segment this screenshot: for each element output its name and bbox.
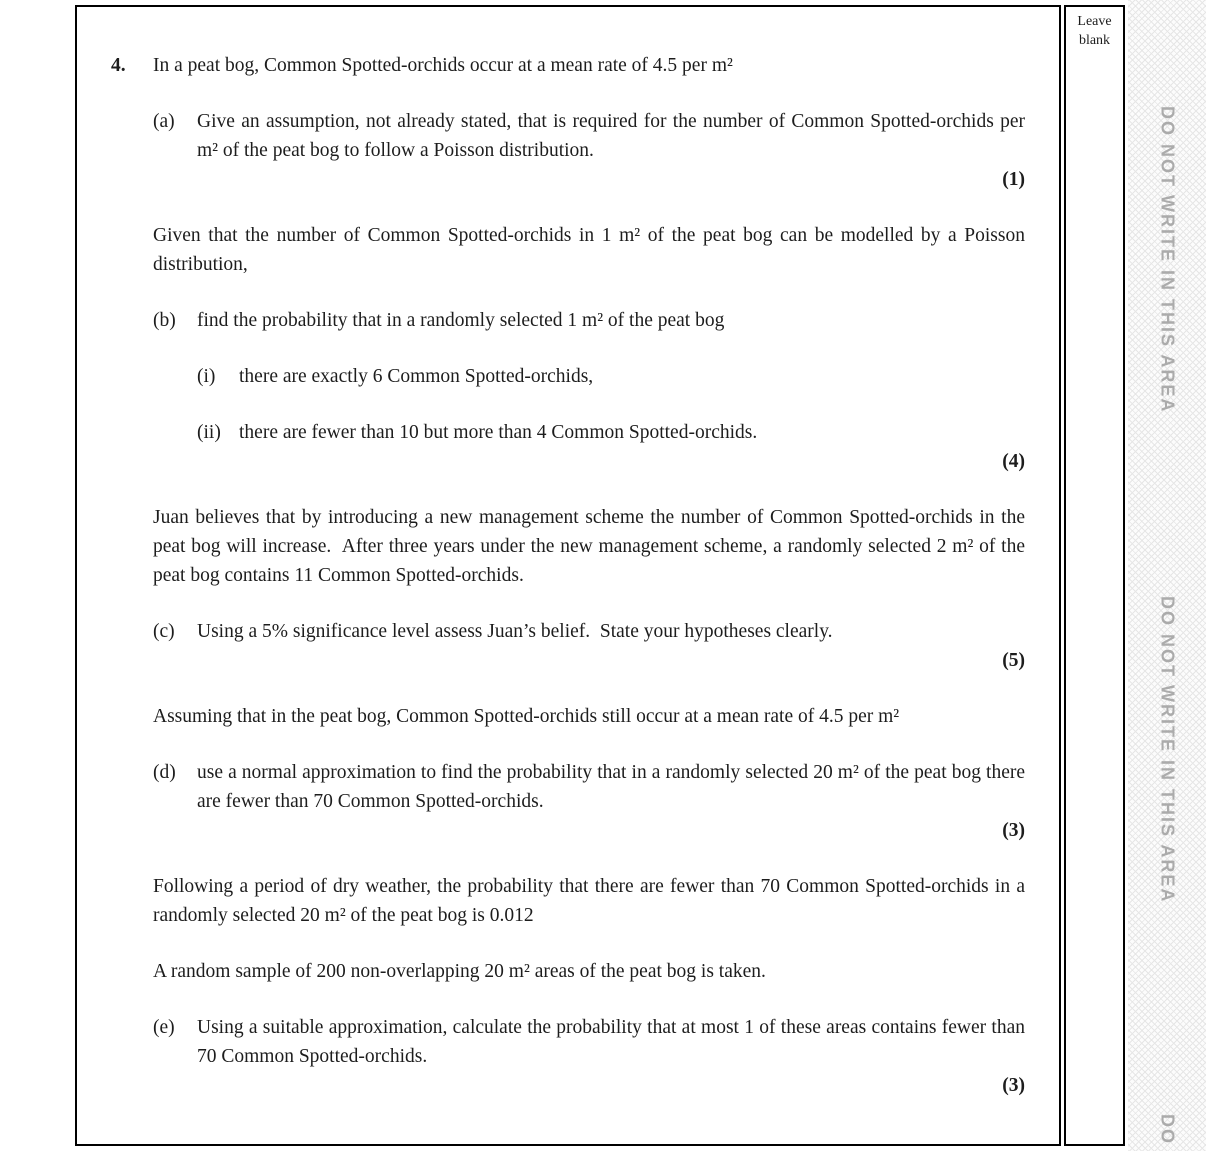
subpart-ii-label: (ii) bbox=[197, 422, 221, 443]
paragraph-sample: A random sample of 200 non-overlapping 20 m² areas of the peat bog is taken. bbox=[153, 961, 766, 982]
subpart-i-text: there are exactly 6 Common Spotted-orchids, bbox=[239, 366, 594, 387]
part-e-row bbox=[153, 1013, 1030, 1071]
leave-blank-column bbox=[1064, 5, 1125, 1146]
question-intro-row bbox=[111, 51, 1025, 80]
paragraph-dry-weather: Following a period of dry weather, the probability that there are fewer than 70 Common Spotted-orchids in a randomly selected 20 m² of the peat bog is 0.012 bbox=[153, 876, 1030, 926]
leave-blank-label-line1: Leave bbox=[1077, 14, 1112, 29]
part-b-marks: (4) bbox=[1002, 451, 1025, 472]
part-c-marks: (5) bbox=[1002, 650, 1025, 671]
part-a-marks: (1) bbox=[1002, 169, 1025, 190]
part-e-marks: (3) bbox=[1002, 1075, 1025, 1096]
do-not-write-margin bbox=[1128, 0, 1206, 1151]
part-c-row bbox=[153, 617, 1025, 646]
paragraph-juan: Juan believes that by introducing a new management scheme the number of Common Spotted-orchids in the peat bog will increase. After three years under the new management scheme, a randomly selected 2 m² of the peat bog contains 11 Common Spotted-orchids. bbox=[153, 507, 1030, 586]
subpart-i-label: (i) bbox=[197, 366, 216, 387]
subpart-ii-text: there are fewer than 10 but more than 4 Common Spotted-orchids. bbox=[239, 422, 758, 443]
part-c-label: (c) bbox=[153, 621, 175, 642]
part-d-marks: (3) bbox=[1002, 820, 1025, 841]
question-area bbox=[75, 5, 1061, 1146]
part-d-label: (d) bbox=[153, 762, 176, 783]
part-e-text: Using a suitable approximation, calculate the probability that at most 1 of these areas contains fewer than 70 Common Spotted-orchids. bbox=[197, 1017, 1030, 1067]
part-b-text: find the probability that in a randomly selected 1 m² of the peat bog bbox=[197, 310, 725, 331]
leave-blank-label-line2: blank bbox=[1078, 33, 1111, 48]
part-a-label: (a) bbox=[153, 111, 175, 132]
subpart-ii-row bbox=[197, 418, 1025, 447]
part-d-row bbox=[153, 758, 1030, 816]
question-intro: In a peat bog, Common Spotted-orchids occur at a mean rate of 4.5 per m² bbox=[153, 55, 733, 76]
part-b-label: (b) bbox=[153, 310, 176, 331]
part-a-row bbox=[153, 107, 1030, 165]
margin-warning-text-2: DO NOT WRITE IN THIS AREA bbox=[1157, 596, 1178, 904]
margin-warning-text-1: DO NOT WRITE IN THIS AREA bbox=[1157, 106, 1178, 414]
paragraph-given: Given that the number of Common Spotted-orchids in 1 m² of the peat bog can be modelled by a Poisson distribution, bbox=[153, 225, 1030, 275]
part-a-text: Give an assumption, not already stated, that is required for the number of Common Spotted-orchids per m² of the peat bog to follow a Poisson distribution. bbox=[197, 111, 1030, 161]
paragraph-assuming: Assuming that in the peat bog, Common Spotted-orchids still occur at a mean rate of 4.5 per m² bbox=[153, 706, 900, 727]
part-d-text: use a normal approximation to find the probability that in a randomly selected 20 m² of the peat bog there are fewer than 70 Common Spotted-orchids. bbox=[197, 762, 1030, 812]
part-c-text: Using a 5% significance level assess Juan’s belief. State your hypotheses clearly. bbox=[197, 621, 833, 642]
question-number: 4. bbox=[111, 55, 126, 76]
subpart-i-row bbox=[197, 362, 1025, 391]
part-e-label: (e) bbox=[153, 1017, 175, 1038]
part-b-row bbox=[153, 306, 1025, 335]
margin-warning-text-partial: DO bbox=[1157, 1114, 1178, 1145]
